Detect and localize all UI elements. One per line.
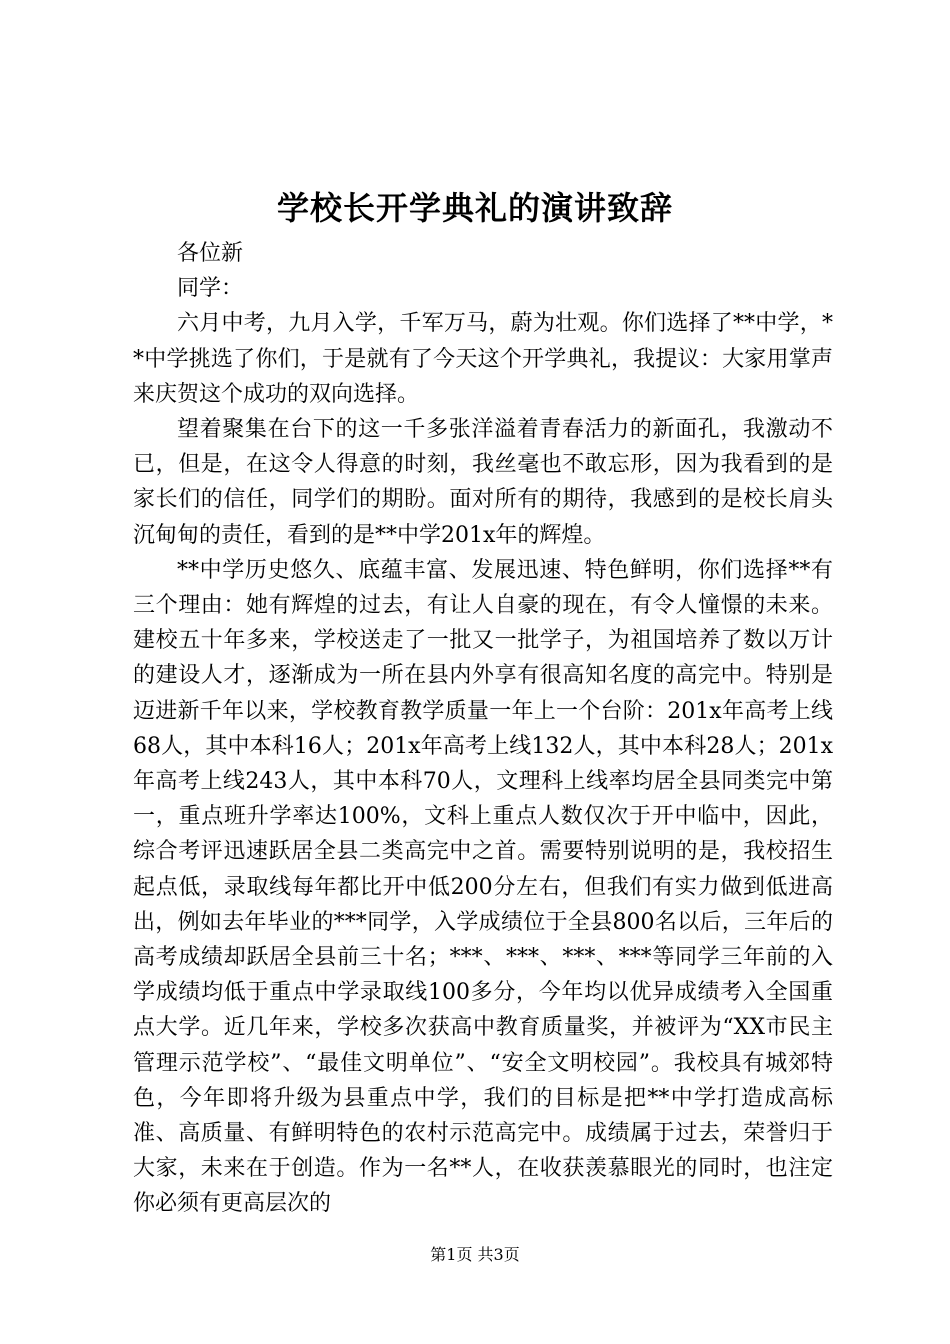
page-footer: 第1页 共3页 [430, 1245, 520, 1264]
salutation-line-2: 同学： [177, 276, 244, 302]
salutation-line-1: 各位新 [177, 241, 244, 266]
body-paragraph-1: 六月中考，九月入学，千军万马，蔚为壮观。你们选择了**中学，**中学挑选了你们，于是就有了今天这个开学典礼，我提议：大家用掌声来庆贺这个成功的双向选择。 [133, 311, 833, 407]
body-paragraph-2: 望着聚集在台下的这一千多张洋溢着青春活力的新面孔，我激动不已，但是，在这令人得意的时刻，我丝毫也不敢忘形，因为我看到的是家长们的信任，同学们的期盼。面对所有的期待，我感到的是校长肩头沉甸甸的责任，看到的是**中学201x年的辉煌。 [133, 417, 833, 548]
document-title: 学校长开学典礼的演讲致辞 [276, 189, 673, 227]
body-paragraph-3: **中学历史悠久、底蕴丰富、发展迅速、特色鲜明，你们选择**有三个理由：她有辉煌的过去，有让人自豪的现在，有令人憧憬的未来。建校五十年多来，学校送走了一批又一批学子，为祖国培养了数以万计的建设人才，逐渐成为一所在县内外享有很高知名度的高完中。特别是迈进新千年以来，学校教育教学质量一年上一个台阶：201x年高考上线68人，其中本科16人；201x年高考上线132人，其中本科28人；201x年高考上线243人，其中本科70人，文理科上线率均居全县同类完中第一，重点班升学率达100%，文科上重点人数仅次于开中临中，因此，综合考评迅速跃居全县二类高完中之首。需要特别说明的是，我校招生起点低，录取线每年都比开中低200分左右，但我们有实力做到低进高出，例如去年毕业的***同学，入学成绩位于全县800名以后，三年后的高考成绩却跃居全县前三十名；***、***、***、***等同学三年前的入学成绩均低于重点中学录取线100多分，今年均以优异成绩考入全国重点大学。近几年来，学校多次获高中教育质量奖，并被评为“XX市民主管理示范学校”、“最佳文明单位”、“安全文明校园”。我校具有城郊特色，今年即将升级为县重点中学，我们的目标是把**中学打造成高标准、高质量、有鲜明特色的农村示范高完中。成绩属于过去，荣誉归于大家，未来在于创造。作为一名**人，在收获羡慕眼光的同时，也注定你必须有更高层次的 [133, 557, 833, 1217]
document-body [133, 236, 833, 1222]
